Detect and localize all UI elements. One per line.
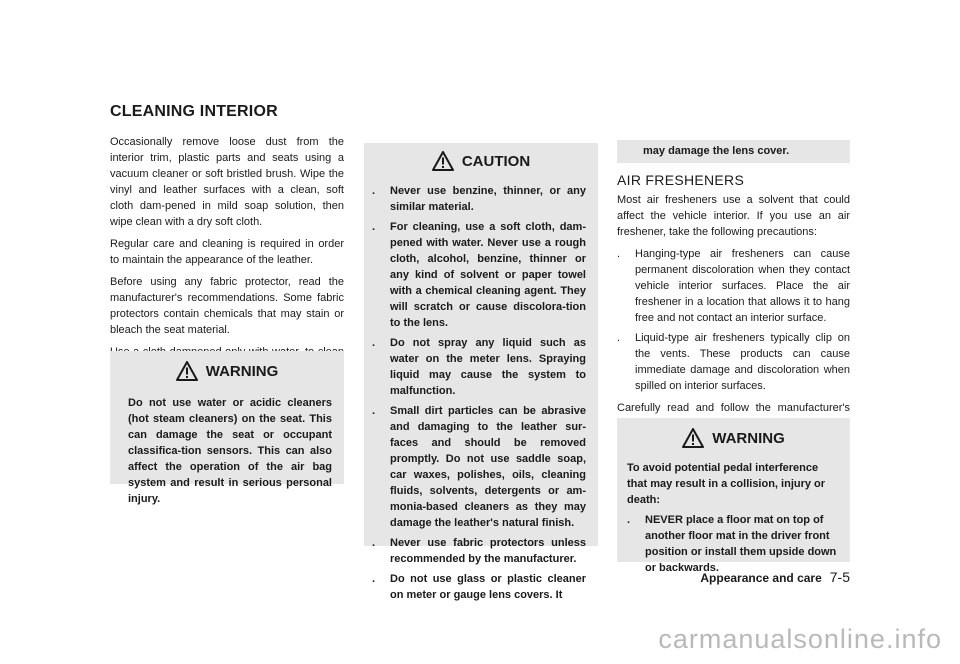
list-item	[372, 219, 586, 331]
warning-title: WARNING	[205, 362, 279, 380]
bullet: .	[372, 573, 376, 585]
caution-box	[364, 143, 598, 601]
list-item	[372, 335, 586, 399]
bullet: .	[372, 185, 376, 197]
warning-triangle-icon	[682, 428, 704, 448]
air-fresheners-intro: Most air fresheners use a solvent that could affect the vehicle interior. If you use an air freshener, take the following precautions:	[617, 194, 850, 238]
caution-item: Never use fabric protectors unless recommended by the manufacturer.	[390, 537, 586, 565]
intro-paragraph: Regular care and cleaning is required in order to maintain the appearance of the leather.	[110, 238, 344, 266]
list-item	[617, 330, 850, 394]
warning-box-seat	[110, 351, 344, 505]
air-fresheners-heading: AIR FRESHENERS	[617, 172, 745, 188]
caution-item: Small dirt particles can be abrasive and damaging to the leather sur-faces and should be removed promptly. Do not use saddle soap, car waxes, polishes, oils, cleaning fluids, solvents, detergents or am-monia-based cleaners as they may damage the leather's natural finish.	[390, 405, 586, 529]
warning-list	[627, 512, 840, 576]
warning-title: WARNING	[712, 429, 785, 447]
caution-title: CAUTION	[461, 152, 531, 170]
list-item	[372, 535, 586, 567]
warning-body	[627, 460, 840, 576]
intro-paragraph: Occasionally remove loose dust from the interior trim, plastic parts and seats using a vacuum cleaner or soft bristled brush. Wipe the vinyl and leather surfaces with a clean, soft cloth dam-pened in mild soap solution, then wipe clean with a dry soft cloth.	[110, 136, 344, 228]
bullet: .	[627, 514, 631, 526]
intro-paragraph: Before using any fabric protector, read the manufacturer's recommendations. Some fabric protectors contain chemicals that may stain or bleach the seat material.	[110, 276, 344, 336]
section-title: CLEANING INTERIOR	[110, 103, 278, 120]
warning-box-floor-mats	[617, 418, 850, 574]
caution-item: Do not use glass or plastic cleaner on meter or gauge lens covers. It	[390, 573, 586, 601]
warning-body: Do not use water or acidic cleaners (hot steam cleaners) on the seat. This can damage the seat or occupant classifica-tion sensors. This can also affect the operation of the air bag system and result in serious personal injury.	[128, 397, 332, 505]
page-footer	[700, 569, 850, 585]
list-item	[372, 403, 586, 531]
footer-section-name: Appearance and care	[700, 571, 822, 585]
caution-item: Never use benzine, thinner, or any similar material.	[390, 185, 586, 213]
air-fresheners-closing: Carefully read and follow the manufacturer's	[617, 402, 850, 414]
warning-triangle-icon	[176, 361, 198, 381]
warning-header	[110, 361, 344, 381]
warning-text: To avoid potential pedal interference that may result in a collision, injury or death:	[627, 462, 826, 506]
caution-item: Do not spray any liquid such as water on the meter lens. Spraying liquid may cause the system to malfunction.	[390, 337, 586, 397]
air-freshener-item: Hanging-type air fresheners can cause permanent discoloration when they contact vehicle interior surfaces. Place the air freshener in a location that allows it to hang free and not contact an interior surface.	[635, 248, 850, 324]
bullet: .	[617, 248, 621, 260]
air-fresheners-section	[617, 170, 850, 458]
warning-triangle-icon	[432, 151, 454, 171]
caution-item: For cleaning, use a soft cloth, dam-pened with water. Never use a rough cloth, alcohol, benzine, thinner or any kind of solvent or paper towel with a chemical cleaning agent. They will scratch or cause discolora-tion to the lens.	[390, 221, 586, 329]
bullet: .	[372, 537, 376, 549]
list-item	[372, 183, 586, 215]
air-freshener-item: Liquid-type air fresheners typically clip on the vents. These products can cause immediate damage and discoloration when spilled on interior surfaces.	[635, 332, 850, 392]
list-item	[627, 512, 840, 576]
bullet: .	[372, 337, 376, 349]
page-number: 7-5	[829, 569, 850, 585]
bullet: .	[372, 221, 376, 233]
bullet: .	[372, 405, 376, 417]
air-fresheners-list	[617, 246, 850, 394]
warning-item: NEVER place a floor mat on top of another floor mat in the driver front position or install them upside down or backwards.	[645, 514, 837, 574]
warning-header	[617, 428, 850, 448]
caution-header	[364, 151, 598, 171]
watermark: carmanualsonline.info	[658, 624, 942, 654]
caution-list	[372, 183, 586, 603]
bullet: .	[617, 332, 621, 344]
list-item	[617, 246, 850, 326]
list-item	[372, 571, 586, 603]
intro-text	[110, 134, 344, 382]
caution-continuation-box	[617, 140, 850, 163]
caution-continuation: may damage the lens cover.	[643, 145, 790, 157]
